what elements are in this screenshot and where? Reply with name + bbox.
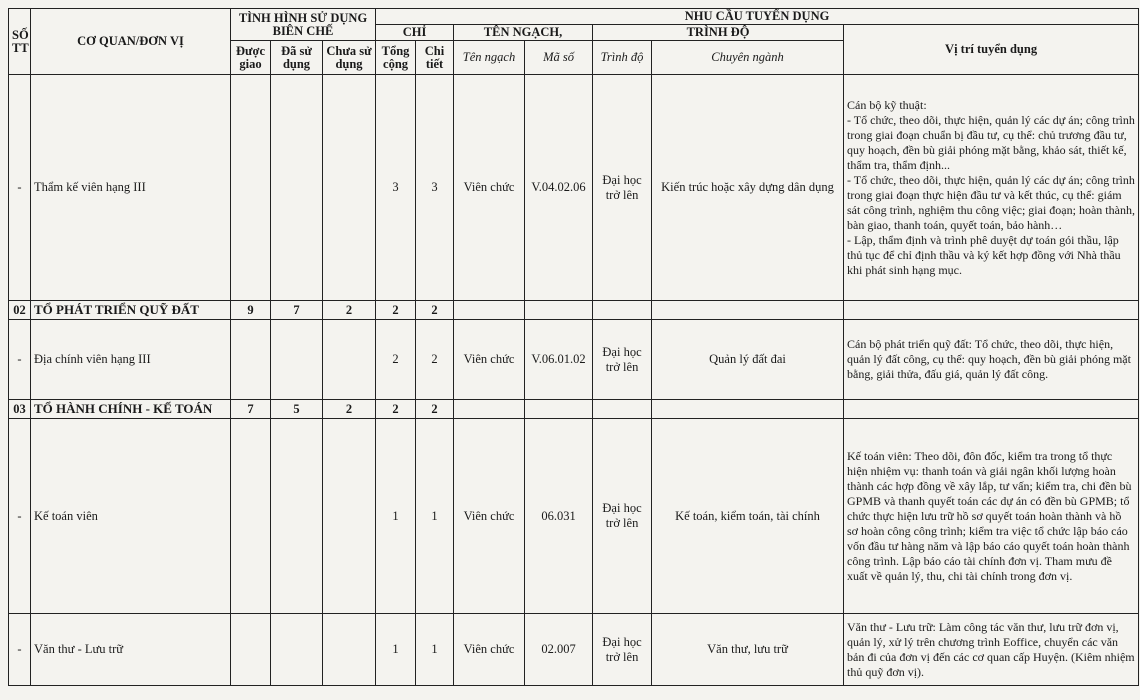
header-unused: Chưa sử dụng: [323, 41, 376, 75]
header-rank-code: Mã số: [525, 41, 593, 75]
header-used: Đã sử dụng: [271, 41, 323, 75]
cell-total: 3: [376, 75, 416, 301]
header-assigned: Được giao: [231, 41, 271, 75]
cell-rank-code: 06.031: [525, 419, 593, 614]
cell-used: [271, 419, 323, 614]
cell-unit: Địa chính viên hạng III: [31, 320, 231, 400]
cell-rank-name: [454, 301, 525, 320]
cell-used: [271, 614, 323, 686]
cell-detail: 1: [416, 614, 454, 686]
cell-position: [844, 614, 1139, 686]
cell-unit: Kế toán viên: [31, 419, 231, 614]
cell-major: [652, 301, 844, 320]
cell-rank-name: Viên chức: [454, 419, 525, 614]
cell-detail: 3: [416, 75, 454, 301]
cell-unused: 2: [323, 301, 376, 320]
cell-position: [844, 320, 1139, 400]
position-line: Cán bộ kỹ thuật:: [847, 97, 927, 112]
header-rank-name: Tên ngạch: [454, 41, 525, 75]
cell-level: [593, 301, 652, 320]
recruitment-table: [8, 8, 1139, 686]
cell-rank-name: Viên chức: [454, 614, 525, 686]
cell-assigned: [231, 614, 271, 686]
cell-stt: -: [9, 320, 31, 400]
cell-assigned: [231, 75, 271, 301]
header-staffing: TÌNH HÌNH SỬ DỤNG BIÊN CHẾ: [231, 9, 376, 41]
cell-detail: 2: [416, 301, 454, 320]
cell-level: Đại học trở lên: [593, 419, 652, 614]
header-unit: CƠ QUAN/ĐƠN VỊ: [31, 9, 231, 75]
cell-position: [844, 75, 1139, 301]
cell-unit: Văn thư - Lưu trữ: [31, 614, 231, 686]
cell-assigned: [231, 419, 271, 614]
cell-major: Văn thư, lưu trữ: [652, 614, 844, 686]
position-line: - Tổ chức, theo dõi, thực hiện, quản lý các dự án; công trình trong giai đoạn thực hiện đầu tư và kết thúc, cụ thể: giám sát công trình, nghiệm thu công việc; giai đoạn; hoàn thành, bàn giao, thanh toán, quyết toán, bảo hành…: [847, 172, 1135, 232]
cell-rank-code: 02.007: [525, 614, 593, 686]
position-line: Cán bộ phát triển quỹ đất: Tổ chức, theo dõi, thực hiện, quản lý đất công, cụ thể: quy hoạch, đền bù giải phóng mặt bằng, giải thửa, đấu giá, quản lý đất công.: [847, 337, 1131, 381]
group-row: [9, 400, 1139, 419]
header-position: Vị trí tuyển dụng: [844, 25, 1139, 75]
table-row: [9, 614, 1139, 686]
cell-major: Kế toán, kiểm toán, tài chính: [652, 419, 844, 614]
header-rank-group: TÊN NGẠCH,: [454, 25, 593, 41]
header-total: Tổng cộng: [376, 41, 416, 75]
cell-stt: -: [9, 614, 31, 686]
header-detail: Chi tiết: [416, 41, 454, 75]
cell-major: Quản lý đất đai: [652, 320, 844, 400]
position-line: - Tổ chức, theo dõi, thực hiện, quản lý các dự án; công trình trong giai đoạn chuẩn bị đầu tư, cụ thể: chủ trương đầu tư, quy hoạch, đền bù giải phóng mặt bằng, khảo sát, thiết kế, thẩm tra, thẩm định...: [847, 112, 1135, 172]
cell-rank-name: [454, 400, 525, 419]
position-line: Kế toán viên: Theo dõi, đôn đốc, kiểm tra trong tổ thực hiện nhiệm vụ: thanh toán và giải ngân khối lượng hoàn thành các hợp đồng về xây lắp, tư vấn; kiểm tra, chi đền bù GPMB và thanh quyết toán các dự án có đền bù GPMB; tổ chức thực hiện lưu trữ hồ sơ quyết toán hoàn thành và hồ sơ hoàn công công trình; kiểm tra việc tổ chức lập báo cáo vốn đầu tư hàng năm và lập báo cáo quyết toán hoàn thành công trình. Lập báo cáo tài chính đơn vị. Tham mưu đề xuất về quản lý, thu, chi tài chính trong đơn vị.: [847, 448, 1132, 583]
cell-total: 1: [376, 419, 416, 614]
header-recruit-need: NHU CẦU TUYỂN DỤNG: [376, 9, 1139, 25]
cell-detail: 1: [416, 419, 454, 614]
cell-rank-code: V.06.01.02: [525, 320, 593, 400]
cell-assigned: [231, 320, 271, 400]
cell-total: 2: [376, 301, 416, 320]
cell-position: [844, 301, 1139, 320]
table-body: [9, 75, 1139, 686]
cell-total: 1: [376, 614, 416, 686]
cell-rank-code: [525, 301, 593, 320]
page-bottom-edge: [500, 690, 640, 700]
cell-major: Kiến trúc hoặc xây dựng dân dụng: [652, 75, 844, 301]
cell-used: [271, 320, 323, 400]
cell-used: 7: [271, 301, 323, 320]
position-line: Văn thư - Lưu trữ: Làm công tác văn thư, lưu trữ đơn vị, quản lý, xử lý trên chương trình Eoffice, chuyển các văn bản đi của đơn vị đến các cơ quan cấp Huyện. (Kiêm nhiệm thủ quỹ đơn vị).: [847, 619, 1135, 679]
table-row: [9, 320, 1139, 400]
header-level-group: TRÌNH ĐỘ: [593, 25, 844, 41]
cell-used: 5: [271, 400, 323, 419]
cell-major: [652, 400, 844, 419]
cell-unused: 2: [323, 400, 376, 419]
cell-assigned: 7: [231, 400, 271, 419]
cell-rank-name: Viên chức: [454, 320, 525, 400]
cell-level: Đại học trở lên: [593, 320, 652, 400]
header-major: Chuyên ngành: [652, 41, 844, 75]
cell-detail: 2: [416, 400, 454, 419]
cell-stt: -: [9, 75, 31, 301]
cell-rank-code: V.04.02.06: [525, 75, 593, 301]
header-level: Trình độ: [593, 41, 652, 75]
cell-level: Đại học trở lên: [593, 75, 652, 301]
cell-stt: 02: [9, 301, 31, 320]
cell-rank-name: Viên chức: [454, 75, 525, 301]
cell-level: Đại học trở lên: [593, 614, 652, 686]
cell-assigned: 9: [231, 301, 271, 320]
cell-used: [271, 75, 323, 301]
cell-unused: [323, 75, 376, 301]
cell-level: [593, 400, 652, 419]
cell-total: 2: [376, 320, 416, 400]
cell-stt: 03: [9, 400, 31, 419]
cell-unused: [323, 614, 376, 686]
cell-position: [844, 419, 1139, 614]
cell-detail: 2: [416, 320, 454, 400]
cell-unused: [323, 320, 376, 400]
header-stt: SỐ TT: [9, 9, 31, 75]
cell-unit: TỔ HÀNH CHÍNH - KẾ TOÁN: [31, 400, 231, 419]
group-row: [9, 301, 1139, 320]
cell-stt: -: [9, 419, 31, 614]
table-header: [9, 9, 1139, 75]
table-row: [9, 75, 1139, 301]
table-row: [9, 419, 1139, 614]
cell-unit: Thẩm kế viên hạng III: [31, 75, 231, 301]
header-quota: CHỈ: [376, 25, 454, 41]
cell-unit: TỔ PHÁT TRIỂN QUỸ ĐẤT: [31, 301, 231, 320]
position-line: - Lập, thẩm định và trình phê duyệt dự toán gói thầu, lập thủ tục để chỉ định thầu và ký kết hợp đồng với Nhà thầu khi phát sinh hạng mục.: [847, 232, 1121, 277]
cell-unused: [323, 419, 376, 614]
cell-total: 2: [376, 400, 416, 419]
cell-rank-code: [525, 400, 593, 419]
cell-position: [844, 400, 1139, 419]
